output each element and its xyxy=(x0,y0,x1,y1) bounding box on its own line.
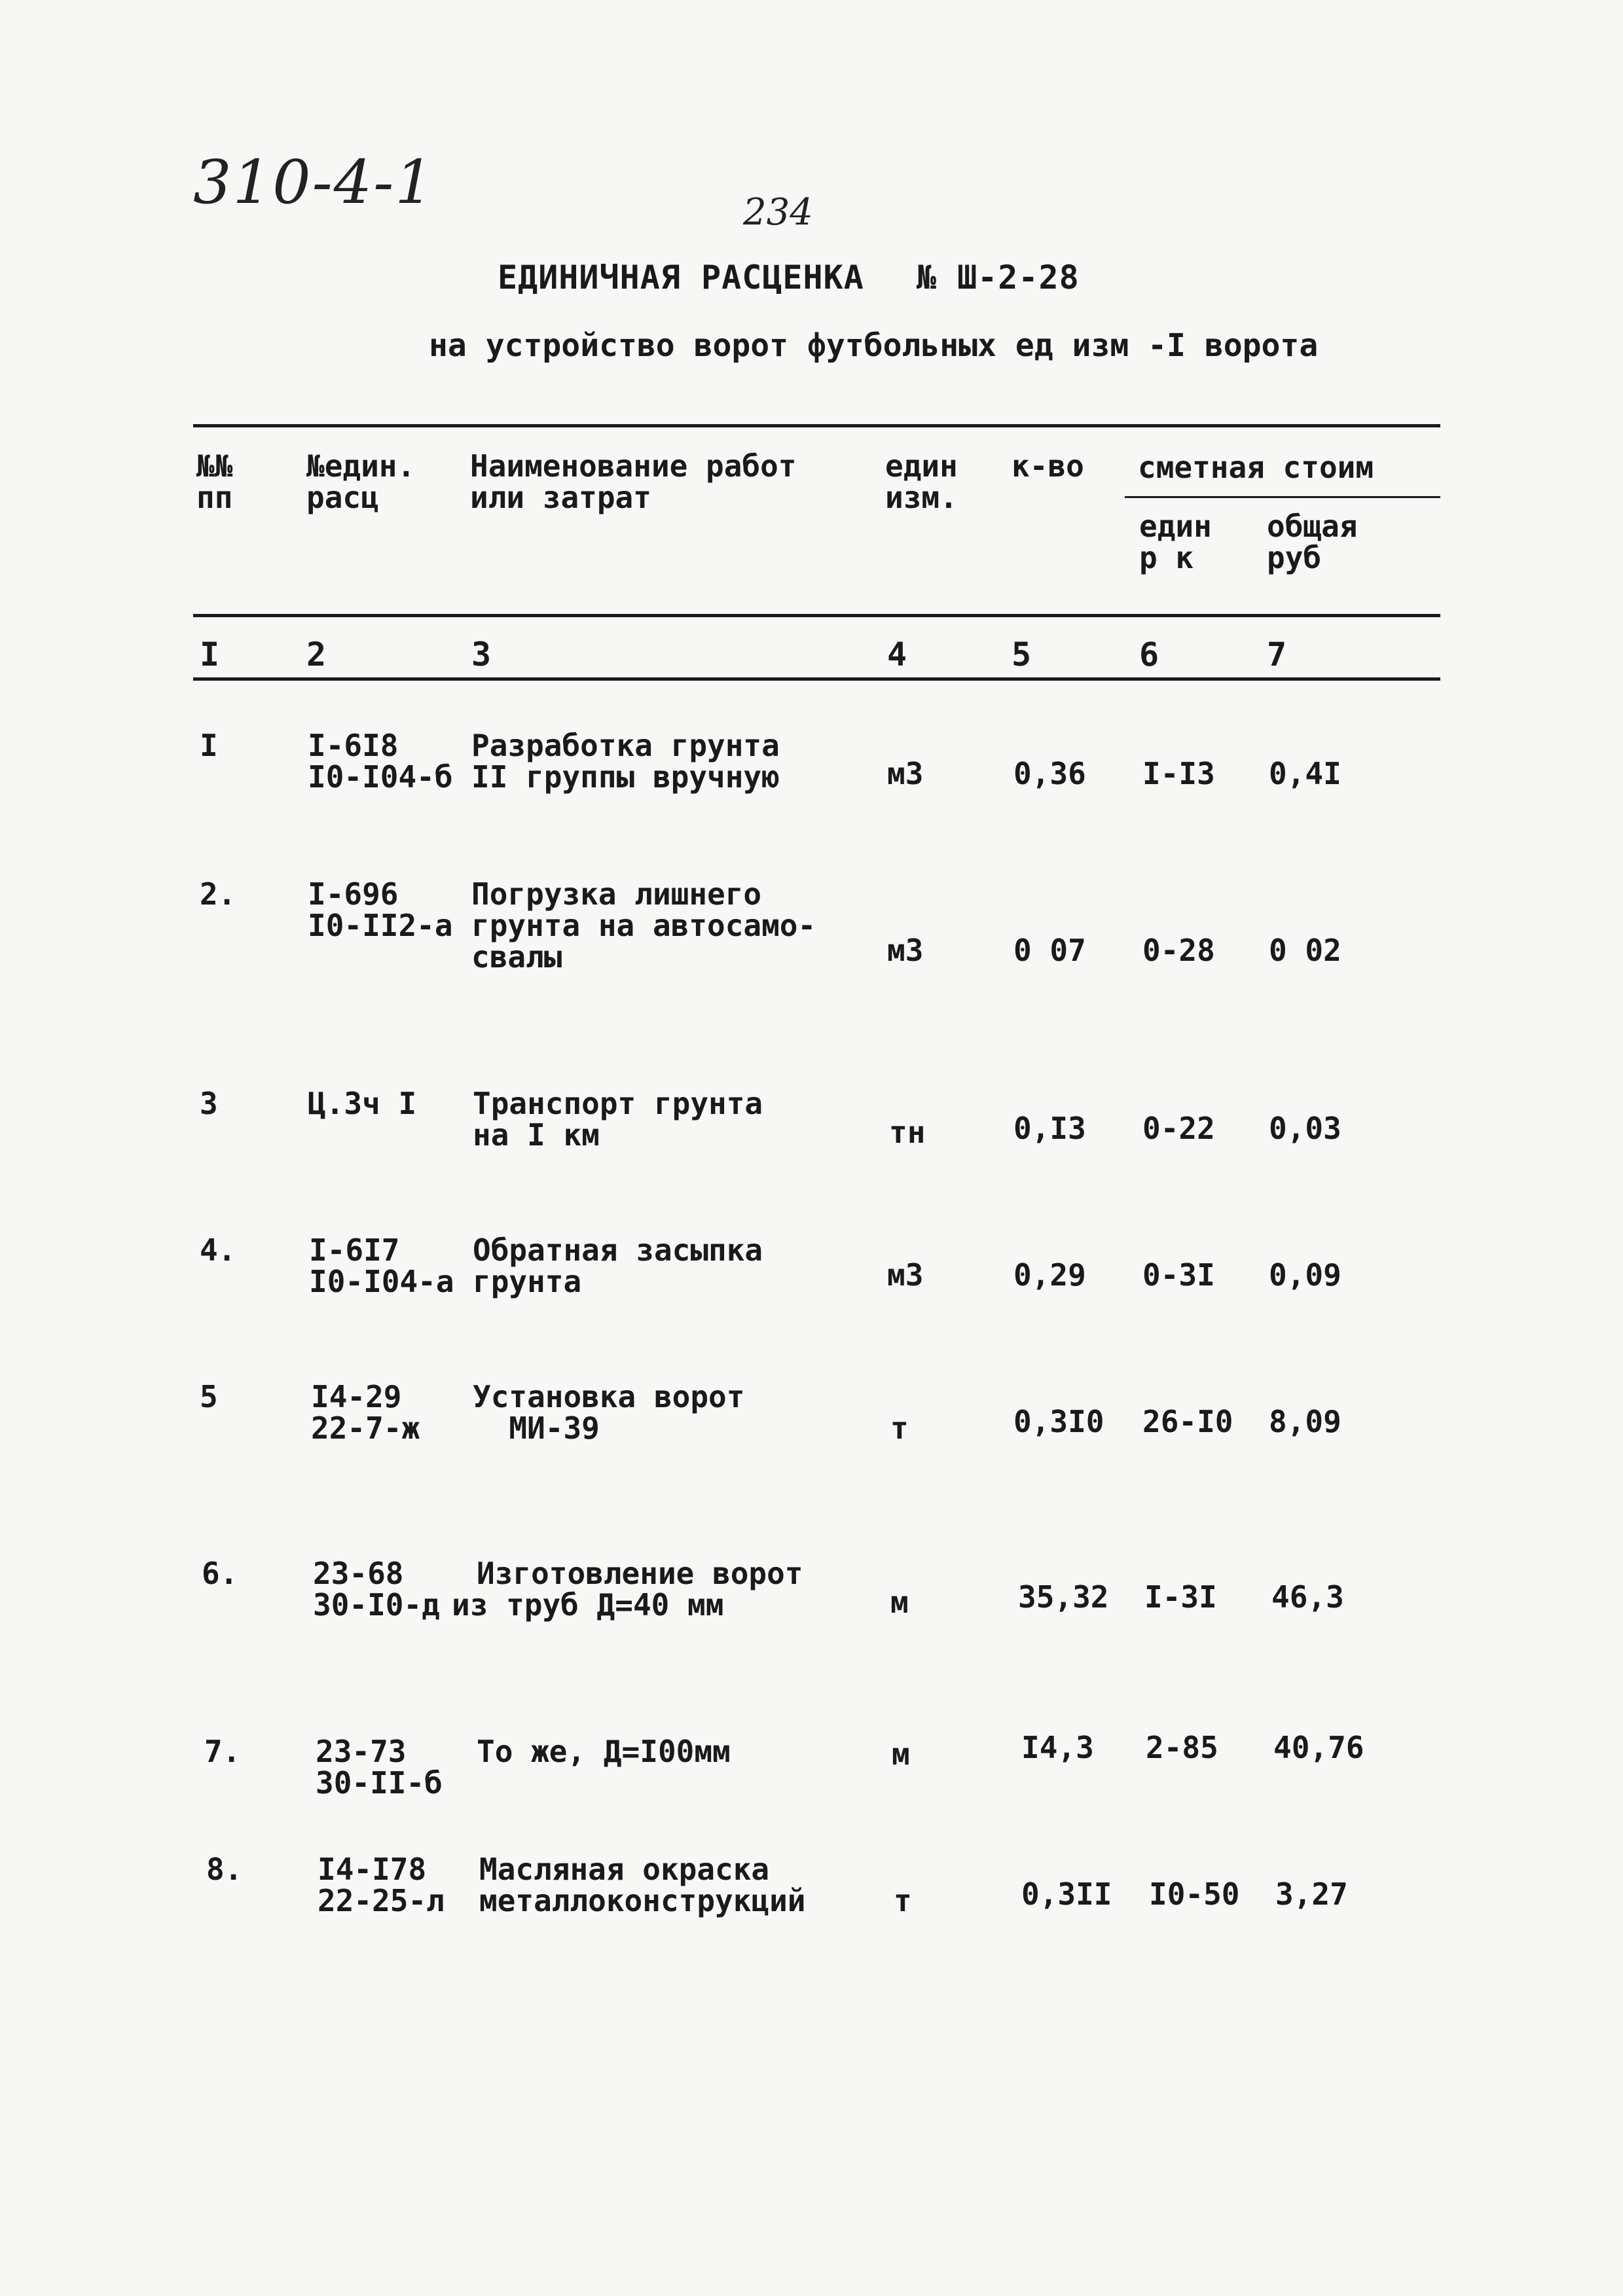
row-code: 23-73 xyxy=(316,1734,407,1769)
row-name: Обратная засыпка xyxy=(473,1232,763,1268)
header-unit-price-1: един xyxy=(1139,509,1212,544)
row-code: I-6I8 xyxy=(308,728,399,763)
row-unit: тн xyxy=(889,1115,926,1150)
row-num: 8. xyxy=(206,1852,243,1887)
header-total-2: руб xyxy=(1267,540,1322,575)
row-name: Транспорт грунта xyxy=(473,1086,763,1121)
row-total: 40,76 xyxy=(1273,1730,1364,1765)
row-name: Погрузка лишнего xyxy=(471,876,762,912)
column-number: 2 xyxy=(306,636,327,673)
row-total: 8,09 xyxy=(1269,1404,1341,1439)
row-price: 2-85 xyxy=(1146,1730,1218,1765)
row-name: II группы вручную xyxy=(471,759,780,795)
row-price: 0-22 xyxy=(1142,1111,1215,1146)
header-qty: к-во xyxy=(1012,448,1084,484)
column-number: 7 xyxy=(1267,636,1287,673)
header-cost-group: сметная стоим xyxy=(1138,450,1374,485)
row-code: 30-I0-д xyxy=(313,1587,440,1623)
row-total: 0 02 xyxy=(1269,933,1341,968)
row-num: 3 xyxy=(200,1086,218,1121)
row-price: I0-50 xyxy=(1149,1876,1240,1912)
document-subtitle: на устройство ворот футбольных ед изм -I ворота xyxy=(429,327,1319,364)
row-code: I-6I7 xyxy=(309,1232,400,1268)
header-code-1: №един. xyxy=(306,448,416,484)
row-unit: м xyxy=(892,1736,910,1772)
row-name: из труб Д=40 мм xyxy=(452,1587,724,1623)
row-code: I0-I04-б xyxy=(308,759,453,795)
header-num-2: пп xyxy=(196,480,233,515)
row-unit: м3 xyxy=(887,1257,924,1293)
row-code: I4-29 xyxy=(311,1379,402,1414)
title-label: ЕДИНИЧНАЯ РАСЦЕНКА xyxy=(498,259,864,296)
row-price: I-3I xyxy=(1144,1579,1217,1615)
row-name: металлоконструкций xyxy=(479,1883,806,1918)
handwritten-page-number: 234 xyxy=(743,191,813,234)
column-numbers-rule xyxy=(193,677,1440,681)
document-title xyxy=(498,259,1080,296)
row-num: 6. xyxy=(202,1556,238,1591)
row-code: 23-68 xyxy=(313,1556,404,1591)
header-name-2: или затрат xyxy=(470,480,651,515)
header-unit-1: един xyxy=(885,448,958,484)
column-number: 6 xyxy=(1139,636,1159,673)
row-num: 2. xyxy=(200,876,236,912)
row-total: 0,09 xyxy=(1269,1257,1341,1293)
row-name: Изготовление ворот xyxy=(477,1556,803,1591)
header-code-2: расц xyxy=(306,480,379,515)
row-code: I0-I04-а xyxy=(309,1264,454,1299)
row-price: 26-I0 xyxy=(1142,1404,1233,1439)
header-unit-2: изм. xyxy=(885,480,958,515)
row-qty: I4,3 xyxy=(1021,1730,1094,1765)
header-unit-price-2: р к xyxy=(1139,540,1194,575)
column-number: 5 xyxy=(1012,636,1032,673)
row-total: 0,03 xyxy=(1269,1111,1341,1146)
row-num: I xyxy=(200,728,218,763)
row-price: 0-3I xyxy=(1142,1257,1215,1293)
column-number: 3 xyxy=(471,636,492,673)
row-qty: 0,3I0 xyxy=(1013,1404,1104,1439)
row-name: грунта на автосамо- xyxy=(471,908,816,943)
row-code: I0-II2-а xyxy=(308,908,453,943)
row-name: Масляная окраска xyxy=(479,1852,770,1887)
row-name: свалы xyxy=(471,939,562,975)
row-num: 5 xyxy=(200,1379,218,1414)
header-bottom-rule xyxy=(193,614,1440,617)
column-number: 4 xyxy=(887,636,907,673)
row-unit: м3 xyxy=(887,933,924,968)
cost-group-rule xyxy=(1125,496,1440,498)
row-name: Установка ворот xyxy=(473,1379,745,1414)
row-num: 4. xyxy=(200,1232,236,1268)
row-qty: 0,29 xyxy=(1013,1257,1086,1293)
row-total: 0,4I xyxy=(1269,756,1341,791)
row-code: I-696 xyxy=(308,876,399,912)
row-name: МИ-39 xyxy=(473,1410,600,1446)
handwritten-document-code: 310-4-1 xyxy=(193,147,435,217)
column-number: I xyxy=(200,636,220,673)
row-unit: м xyxy=(890,1585,909,1620)
row-code: I4-I78 xyxy=(318,1852,427,1887)
row-code: 22-25-л xyxy=(318,1883,445,1918)
row-unit: т xyxy=(890,1410,909,1446)
header-name-1: Наименование работ xyxy=(470,448,797,484)
row-code: 30-II-б xyxy=(316,1765,443,1801)
row-num: 7. xyxy=(204,1734,241,1769)
row-price: I-I3 xyxy=(1142,756,1215,791)
row-unit: м3 xyxy=(887,756,924,791)
rate-number: № Ш-2-28 xyxy=(916,259,1080,296)
row-price: 0-28 xyxy=(1142,933,1215,968)
row-name: Разработка грунта xyxy=(471,728,780,763)
table-top-rule xyxy=(193,424,1440,427)
row-total: 3,27 xyxy=(1275,1876,1348,1912)
row-qty: 0,I3 xyxy=(1013,1111,1086,1146)
row-qty: 0,36 xyxy=(1013,756,1086,791)
header-num-1: №№ xyxy=(196,448,233,484)
row-qty: 0,3II xyxy=(1021,1876,1112,1912)
row-code: Ц.3ч I xyxy=(308,1086,417,1121)
row-qty: 35,32 xyxy=(1018,1579,1109,1615)
row-name: на I км xyxy=(473,1117,600,1153)
row-qty: 0 07 xyxy=(1013,933,1086,968)
row-unit: т xyxy=(894,1883,912,1918)
row-name: грунта xyxy=(473,1264,582,1299)
row-total: 46,3 xyxy=(1271,1579,1344,1615)
row-code: 22-7-ж xyxy=(311,1410,420,1446)
header-total-1: общая xyxy=(1267,509,1358,544)
row-name: То же, Д=I00мм xyxy=(477,1734,731,1769)
